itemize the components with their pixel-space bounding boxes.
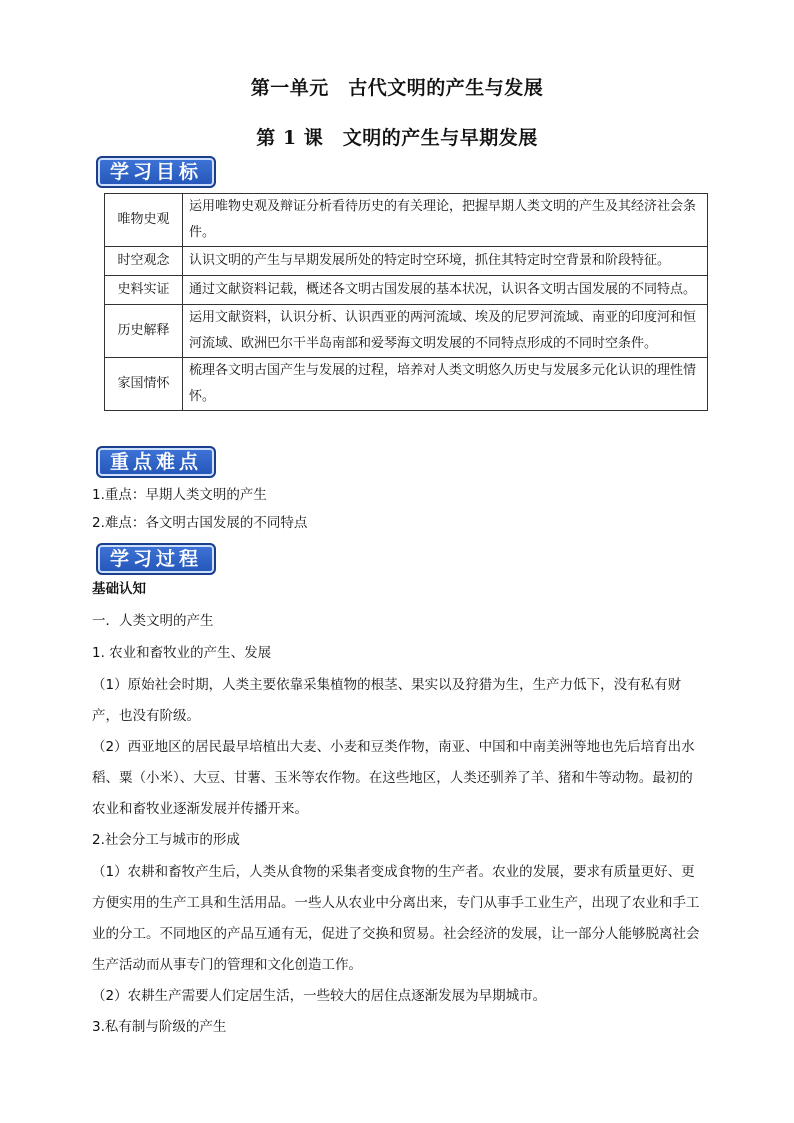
lesson-title: 第 1 课 文明的产生与早期发展 — [256, 127, 538, 149]
key-point-2: 2.难点：各文明古国发展的不同特点 — [92, 515, 308, 531]
table-row — [105, 276, 708, 305]
key-point-1: 1.重点：早期人类文明的产生 — [92, 487, 267, 503]
key-points-badge: 重点难点 — [96, 446, 216, 478]
subsection-heading: 1. 农业和畜牧业的产生、发展 — [92, 645, 272, 661]
goal-value: 运用文献资料，认识分析、认识西亚的两河流域、埃及的尼罗河流域、南亚的印度河和恒河流域、欧洲巴尔干半岛南部和爱琴海文明发展的不同特点形成的不同时空条件。 — [183, 305, 708, 358]
paragraph: （2）西亚地区的居民最早培植出大麦、小麦和豆类作物，南亚、中国和中南美洲等地也先后培育出水稻、粟（小米）、大豆、甘薯、玉米等农作物。在这些地区，人类还驯养了羊、猪和牛等动物。最初的农业和畜牧业逐渐发展并传播开来。 — [92, 739, 695, 817]
paragraph: （1）原始社会时期，人类主要依靠采集植物的根茎、果实以及狩猎为生，生产力低下，没有私有财产，也没有阶级。 — [92, 677, 682, 724]
goal-value: 认识文明的产生与早期发展所处的特定时空环境，抓住其特定时空背景和阶段特征。 — [183, 247, 708, 276]
table-row — [105, 194, 708, 247]
section-heading: 一．人类文明的产生 — [92, 613, 214, 629]
goal-value: 通过文献资料记载，概述各文明古国发展的基本状况，认识各文明古国发展的不同特点。 — [183, 276, 708, 305]
goal-key: 家国情怀 — [105, 358, 183, 411]
goal-value: 运用唯物史观及辩证分析看待历史的有关理论，把握早期人类文明的产生及其经济社会条件。 — [183, 194, 708, 247]
subsection-heading: 3.私有制与阶级的产生 — [92, 1019, 227, 1035]
subsection-heading: 2.社会分工与城市的形成 — [92, 832, 240, 848]
goal-value: 梳理各文明古国产生与发展的过程，培养对人类文明悠久历史与发展多元化认识的理性情怀。 — [183, 358, 708, 411]
goal-key: 唯物史观 — [105, 194, 183, 247]
table-row — [105, 247, 708, 276]
goal-key: 历史解释 — [105, 305, 183, 358]
paragraph: （1）农耕和畜牧产生后，人类从食物的采集者变成食物的生产者。农业的发展，要求有质量更好、更方便实用的生产工具和生活用品。一些人从农业中分离出来，专门从事手工业生产，出现了农业和手工业的分工。不同地区的产品互通有无，促进了交换和贸易。社会经济的发展，让一部分人能够脱离社会生产活动而从事专门的管理和文化创造工作。 — [92, 864, 700, 973]
learning-goals-table — [104, 193, 708, 411]
learning-process-badge: 学习过程 — [96, 543, 216, 575]
goal-key: 史料实证 — [105, 276, 183, 305]
table-row — [105, 305, 708, 358]
basic-knowledge-heading: 基础认知 — [92, 581, 146, 597]
unit-title: 第一单元 古代文明的产生与发展 — [250, 77, 544, 99]
learning-goals-badge: 学习目标 — [96, 156, 216, 188]
paragraph: （2）农耕生产需要人们定居生活，一些较大的居住点逐渐发展为早期城市。 — [92, 988, 547, 1004]
table-row — [105, 358, 708, 411]
goal-key: 时空观念 — [105, 247, 183, 276]
